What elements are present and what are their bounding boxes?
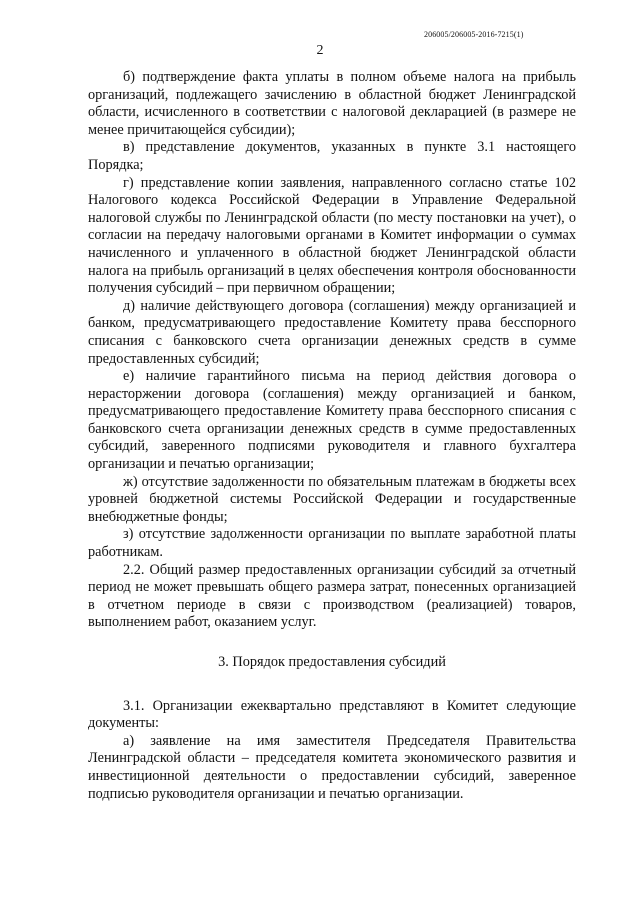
paragraph-3-1: 3.1. Организации ежеквартально представляют в Комитет следующие документы: (88, 697, 576, 732)
paragraph-d: д) наличие действующего договора (соглашения) между организацией и банком, предусматривающего предоставление Комитету права бесспорного списания с банковского счета организации денежных средств в сумме предоставленных субсидий; (88, 297, 576, 367)
paragraph-3-1-a: а) заявление на имя заместителя Председателя Правительства Ленинградской области – председателя комитета экономического развития и инвестиционной деятельности о предоставлении субсидий, заверенное подписью руководителя организации и печатью организации. (88, 732, 576, 802)
paragraph-e: е) наличие гарантийного письма на период действия договора о нерасторжении договора (соглашения) между организацией и банком, предусматривающего предоставление Комитету права бесспорного списания с банковского счета организации денежных средств в сумме предоставленных субсидий, заверенного подписями руководителя и главного бухгалтера организации и печатью организации; (88, 368, 576, 473)
paragraph-v: в) представление документов, указанных в пункте 3.1 настоящего Порядка; (88, 139, 576, 173)
paragraph-b: б) подтверждение факта уплаты в полном объеме налога на прибыль организаций, подлежащего зачислению в областной бюджет Ленинградской области, исчисленного в соответствии с налоговой декларацией (в размере не менее причитающейся субсидии); (88, 69, 576, 138)
section-3-heading: 3. Порядок предоставления субсидий (218, 654, 446, 670)
document-body (88, 69, 576, 803)
paragraph-zh: ж) отсутствие задолженности по обязательным платежам в бюджеты всех уровней бюджетной системы Российской Федерации и государственные внебюджетные фонды; (88, 473, 576, 525)
paragraph-2-2: 2.2. Общий размер предоставленных организации субсидий за отчетный период не может превышать общего размера затрат, понесенных организацией в отчетном периоде в связи с производством (реализацией) товаров, выполнением работ, оказанием услуг. (88, 561, 576, 631)
document-id: 206005/206005-2016-7215(1) (424, 30, 524, 39)
paragraph-g: г) представление копии заявления, направленного согласно статье 102 Налогового кодекса Российской Федерации в Управление Федеральной налоговой службы по Ленинградской области (по месту постановки на учет), о согласии на передачу налоговыми органами в Комитет информации о суммах начисленного и уплаченного в областной бюджет Ленинградской области налога на прибыль организаций в целях обеспечения контроля обоснованности получения субсидий – при первичном обращении; (88, 174, 576, 297)
paragraph-z: з) отсутствие задолженности организации по выплате заработной платы работникам. (88, 526, 576, 561)
page-number: 2 (316, 43, 324, 58)
